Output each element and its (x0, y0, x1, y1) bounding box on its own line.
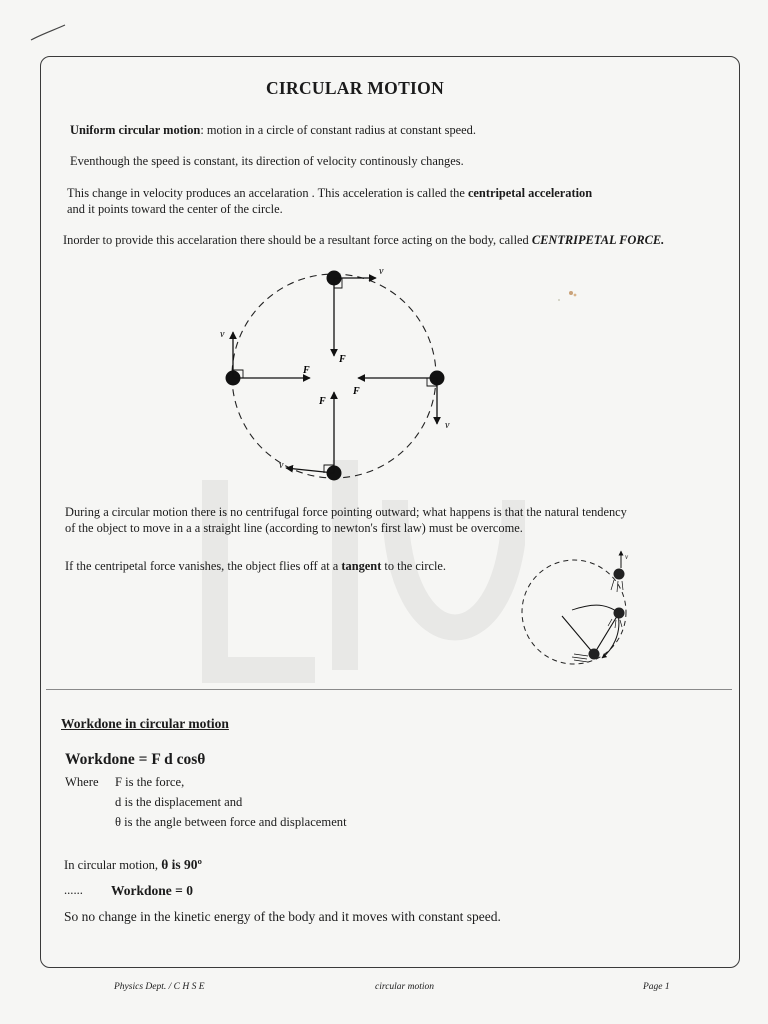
workdone-heading: Workdone in circular motion (61, 716, 229, 731)
therefore-symbol: ...... (64, 883, 83, 897)
velocity-label-left: v (220, 329, 225, 340)
where-label: Where (65, 775, 99, 789)
angle-value: θ is 90º (161, 857, 202, 872)
ball-bottom (589, 649, 600, 660)
tangent-velocity-label: v (625, 553, 629, 561)
ball-middle (614, 608, 625, 619)
angle-statement (64, 857, 202, 873)
where-item-force: F is the force, (115, 775, 185, 789)
where-item-displacement: d is the displacement and (115, 795, 243, 809)
conclusion-text: So no change in the kinetic energy of the body and it moves with constant speed. (64, 909, 501, 924)
acceleration-text: This change in velocity produces an accelaration . This acceleration is called the (67, 186, 468, 200)
footer-department: Physics Dept. / C H S E (114, 982, 205, 992)
ball-top (614, 569, 625, 580)
tangent-paragraph (65, 559, 446, 574)
velocity-label-right: v (445, 420, 450, 431)
velocity-label-top: v (379, 266, 384, 277)
centripetal-force-diagram (200, 262, 480, 490)
centrifugal-line-2: of the object to move in a a straight line (according to newton's first law) must be overcome. (65, 521, 523, 535)
tangent-suffix: to the circle. (381, 559, 447, 573)
workdone-result: Workdone = 0 (111, 883, 193, 898)
acceleration-paragraph (67, 186, 592, 201)
uniform-motion-definition (70, 123, 476, 138)
velocity-label-bottom: v (279, 460, 284, 471)
centripetal-acceleration-term: centripetal acceleration (467, 186, 593, 200)
centrifugal-line-1: During a circular motion there is no centrifugal force pointing outward; what happens is that the natural tendency (65, 505, 627, 519)
centripetal-force-paragraph (63, 233, 664, 248)
force-label-left: F (303, 365, 310, 376)
section-divider (46, 689, 732, 690)
tangent-term: tangent (341, 559, 382, 573)
force-label-top: F (339, 354, 346, 365)
footer-topic: circular motion (375, 982, 435, 992)
velocity-arrow-bottom (286, 468, 334, 473)
force-label-right: F (353, 386, 360, 397)
force-label-bottom: F (319, 396, 326, 407)
acceleration-direction-text: and it points toward the center of the circle. (67, 202, 283, 216)
centripetal-force-text: Inorder to provide this accelaration there should be a resultant force acting on the body, called (63, 233, 532, 247)
where-item-angle: θ is the angle between force and displacement (115, 815, 347, 829)
scan-mark (28, 22, 68, 46)
tangent-text: If the centripetal force vanishes, the object flies off at a (65, 559, 342, 573)
tangent-diagram (512, 546, 638, 672)
centripetal-force-term: CENTRIPETAL FORCE. (531, 233, 665, 247)
page-title: CIRCULAR MOTION (265, 78, 445, 98)
workdone-formula: Workdone = F d cosθ (65, 751, 206, 768)
uniform-motion-term: Uniform circular motion (70, 123, 201, 137)
velocity-direction-text: Eventhough the speed is constant, its direction of velocity continously changes. (70, 154, 464, 168)
scan-speck (556, 286, 582, 304)
uniform-motion-text: : motion in a circle of constant radius at constant speed. (200, 123, 476, 137)
angle-text: In circular motion, (64, 858, 162, 872)
footer-page-number: Page 1 (643, 982, 670, 992)
string-lines (562, 613, 619, 654)
